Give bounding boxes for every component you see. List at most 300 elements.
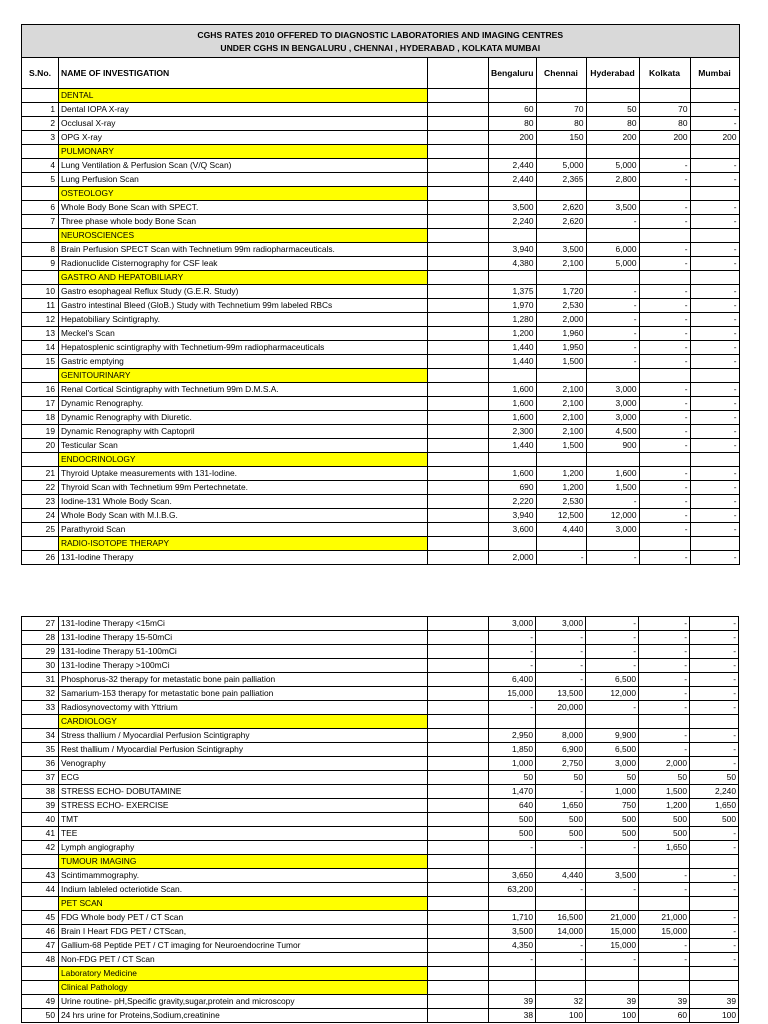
sno-cell: 1 [22,103,59,117]
table-row [22,467,740,481]
sno-cell: 34 [22,729,59,743]
table-row [22,509,740,523]
blank-cell [428,1009,489,1023]
rate-mumbai: - [690,481,739,495]
sno-cell [22,369,59,383]
rate-chennai: 100 [536,1009,586,1023]
blank-cell [428,939,489,953]
rate-chennai: 13,500 [536,687,586,701]
rate-kolkata: 39 [639,995,690,1009]
rate-hyderabad: 750 [586,799,639,813]
rate-kolkata: 1,200 [639,799,690,813]
rate-hyderabad: 50 [586,771,639,785]
investigation-name: Samarium-153 therapy for metastatic bone pain palliation [59,687,428,701]
rate-cell [690,145,739,159]
sno-cell: 28 [22,631,59,645]
sno-cell: 9 [22,257,59,271]
blank-cell [428,103,489,117]
header-hyderabad: Hyderabad [586,58,639,89]
rate-chennai: - [536,551,586,565]
investigation-name: STRESS ECHO- DOBUTAMINE [59,785,428,799]
rate-hyderabad: 100 [586,1009,639,1023]
sno-cell [22,967,59,981]
blank-cell [428,537,489,551]
blank-cell [428,645,489,659]
sno-cell: 15 [22,355,59,369]
sno-cell: 2 [22,117,59,131]
investigation-name: Dynamic Renography. [59,397,428,411]
rate-kolkata: - [639,425,690,439]
blank-cell [428,117,489,131]
rate-hyderabad: 1,600 [586,467,639,481]
rate-kolkata: - [639,617,690,631]
rate-chennai: 500 [536,813,586,827]
rate-bengaluru: 1,600 [489,397,537,411]
investigation-name: ECG [59,771,428,785]
sno-cell: 39 [22,799,59,813]
rate-cell [489,89,537,103]
rate-kolkata: - [639,673,690,687]
sno-cell [22,229,59,243]
rate-kolkata: - [639,411,690,425]
table-row [22,313,740,327]
blank-cell [428,841,489,855]
investigation-name: Urine routine- pH,Specific gravity,sugar,protein and microscopy [59,995,428,1009]
sno-cell: 32 [22,687,59,701]
header-row [22,58,740,89]
rate-hyderabad: - [586,841,639,855]
blank-cell [428,729,489,743]
rate-cell [586,981,639,995]
rate-bengaluru: 50 [489,771,536,785]
sno-cell: 33 [22,701,59,715]
rate-mumbai: - [690,925,739,939]
sno-cell: 48 [22,953,59,967]
rate-bengaluru: 1,440 [489,355,537,369]
table-row [22,257,740,271]
blank-cell [428,383,489,397]
blank-cell [428,215,489,229]
rate-bengaluru: 200 [489,131,537,145]
investigation-name: Lymph angiography [59,841,428,855]
rate-hyderabad: 50 [586,103,639,117]
rate-kolkata: 500 [639,813,690,827]
blank-cell [428,229,489,243]
sno-cell: 13 [22,327,59,341]
rate-kolkata: - [639,299,690,313]
table-row [22,841,739,855]
rate-kolkata: - [639,439,690,453]
rate-mumbai: - [690,383,739,397]
rate-hyderabad: 3,000 [586,757,639,771]
rate-kolkata: - [639,729,690,743]
rate-bengaluru: - [489,645,536,659]
rate-kolkata: - [639,953,690,967]
sno-cell: 25 [22,523,59,537]
rate-hyderabad: 12,000 [586,509,639,523]
blank-cell [428,953,489,967]
rate-chennai: 3,500 [536,243,586,257]
rate-cell [586,715,639,729]
rate-hyderabad: 12,000 [586,687,639,701]
rate-bengaluru: 6,400 [489,673,536,687]
rate-mumbai: 1,650 [690,799,739,813]
rate-cell [690,897,739,911]
rate-hyderabad: - [586,285,639,299]
sno-cell: 12 [22,313,59,327]
rate-cell [639,145,690,159]
table-row [22,645,739,659]
header-sno: S.No. [22,58,59,89]
sno-cell: 7 [22,215,59,229]
table-row [22,411,740,425]
sno-cell: 20 [22,439,59,453]
header-bengaluru: Bengaluru [489,58,537,89]
rate-mumbai: 500 [690,813,739,827]
rate-hyderabad: 3,500 [586,201,639,215]
blank-cell [428,271,489,285]
rate-mumbai: - [690,673,739,687]
rate-hyderabad: 2,800 [586,173,639,187]
blank-cell [428,495,489,509]
rate-cell [586,145,639,159]
sno-cell: 49 [22,995,59,1009]
rate-kolkata: - [639,341,690,355]
rate-bengaluru: - [489,841,536,855]
rate-hyderabad: 6,500 [586,743,639,757]
investigation-name: Whole Body Bone Scan with SPECT. [59,201,428,215]
table-row [22,687,739,701]
category-row [22,89,740,103]
rate-mumbai: - [690,467,739,481]
table-row [22,757,739,771]
table-row [22,911,739,925]
sno-cell: 35 [22,743,59,757]
rate-bengaluru: 2,300 [489,425,537,439]
rate-bengaluru: 3,600 [489,523,537,537]
table-row [22,631,739,645]
sno-cell: 43 [22,869,59,883]
rate-mumbai: - [690,439,739,453]
table-row [22,827,739,841]
blank-cell [428,145,489,159]
header-blank [428,58,489,89]
rate-hyderabad: - [586,299,639,313]
sno-cell: 24 [22,509,59,523]
rate-hyderabad: 200 [586,131,639,145]
investigation-name: Radionuclide Cisternography for CSF leak [59,257,428,271]
blank-cell [428,551,489,565]
blank-cell [428,855,489,869]
blank-cell [428,369,489,383]
sno-cell: 44 [22,883,59,897]
investigation-name: Phosphorus-32 therapy for metastatic bone pain palliation [59,673,428,687]
rate-mumbai: - [690,645,739,659]
table-row [22,785,739,799]
rate-bengaluru: - [489,701,536,715]
sno-cell: 27 [22,617,59,631]
rate-kolkata: - [639,631,690,645]
title-line-1: CGHS RATES 2010 OFFERED TO DIAGNOSTIC LABORATORIES AND IMAGING CENTRES [197,30,564,40]
table-row [22,103,740,117]
rate-cell [690,981,739,995]
rate-bengaluru: 2,440 [489,173,537,187]
rate-cell [586,89,639,103]
rate-mumbai: - [690,617,739,631]
rate-bengaluru: 1,440 [489,439,537,453]
blank-cell [428,341,489,355]
rate-cell [536,187,586,201]
investigation-name: Thyroid Uptake measurements with 131-Iodine. [59,467,428,481]
investigation-name: STRESS ECHO- EXERCISE [59,799,428,813]
rate-bengaluru: 1,600 [489,467,537,481]
blank-cell [428,827,489,841]
rate-mumbai: 100 [690,1009,739,1023]
blank-cell [428,715,489,729]
investigation-name: Gastric emptying [59,355,428,369]
rate-cell [536,855,586,869]
rate-hyderabad: 3,000 [586,397,639,411]
sno-cell: 8 [22,243,59,257]
rate-mumbai: - [690,285,739,299]
rate-cell [690,967,739,981]
sno-cell: 26 [22,551,59,565]
investigation-name: 131-Iodine Therapy <15mCi [59,617,428,631]
sno-cell [22,897,59,911]
rate-hyderabad: 21,000 [586,911,639,925]
blank-cell [428,299,489,313]
rate-hyderabad: 500 [586,813,639,827]
rate-cell [586,187,639,201]
rate-hyderabad: - [586,659,639,673]
rate-chennai: 6,900 [536,743,586,757]
rate-kolkata: - [639,645,690,659]
rate-kolkata: - [639,215,690,229]
rate-mumbai: - [690,159,739,173]
investigation-name: Lung Perfusion Scan [59,173,428,187]
sno-cell [22,537,59,551]
rate-hyderabad: 5,000 [586,257,639,271]
investigation-name: Venography [59,757,428,771]
investigation-name: 24 hrs urine for Proteins,Sodium,creatinine [59,1009,428,1023]
table-row [22,285,740,299]
rate-cell [690,453,739,467]
rate-bengaluru: 38 [489,1009,536,1023]
table-row [22,995,739,1009]
rate-mumbai: - [690,743,739,757]
investigation-name: TMT [59,813,428,827]
rate-mumbai: - [690,201,739,215]
rate-bengaluru: 2,440 [489,159,537,173]
rate-chennai: 1,720 [536,285,586,299]
table-row [22,659,739,673]
sno-cell: 14 [22,341,59,355]
rate-bengaluru: 1,375 [489,285,537,299]
investigation-name: Parathyroid Scan [59,523,428,537]
sno-cell: 17 [22,397,59,411]
rate-bengaluru: 1,200 [489,327,537,341]
rate-cell [639,369,690,383]
investigation-name: Dental IOPA X-ray [59,103,428,117]
rate-hyderabad: - [586,701,639,715]
rate-chennai: 1,500 [536,355,586,369]
blank-cell [428,771,489,785]
rate-mumbai: - [690,911,739,925]
blank-cell [428,967,489,981]
rate-kolkata: 200 [639,131,690,145]
blank-cell [428,523,489,537]
category-label: OSTEOLOGY [59,187,428,201]
rate-bengaluru: 1,710 [489,911,536,925]
blank-cell [428,131,489,145]
rate-kolkata: 500 [639,827,690,841]
rate-cell [536,981,586,995]
rate-kolkata: - [639,939,690,953]
rate-cell [690,537,739,551]
rate-chennai: 50 [536,771,586,785]
table-row [22,201,740,215]
rate-kolkata: - [639,523,690,537]
category-label: PULMONARY [59,145,428,159]
rate-cell [690,715,739,729]
rate-kolkata: - [639,467,690,481]
rate-cell [639,967,690,981]
investigation-name: Renal Cortical Scintigraphy with Technetium 99m D.M.S.A. [59,383,428,397]
rate-hyderabad: 80 [586,117,639,131]
rate-cell [639,89,690,103]
sno-cell: 29 [22,645,59,659]
sno-cell: 4 [22,159,59,173]
rate-bengaluru: 60 [489,103,537,117]
rate-cell [690,89,739,103]
rate-chennai: - [536,631,586,645]
investigation-name: Gallium-68 Peptide PET / CT imaging for Neuroendocrine Tumor [59,939,428,953]
rate-bengaluru: 1,470 [489,785,536,799]
rate-hyderabad: - [586,883,639,897]
rate-chennai: 32 [536,995,586,1009]
rate-hyderabad: 39 [586,995,639,1009]
rate-cell [639,229,690,243]
investigation-name: Rest thallium / Myocardial Perfusion Scintigraphy [59,743,428,757]
rate-hyderabad: 15,000 [586,925,639,939]
rate-kolkata: - [639,313,690,327]
rate-chennai: 500 [536,827,586,841]
rate-kolkata: - [639,159,690,173]
sno-cell [22,89,59,103]
category-row [22,537,740,551]
rate-mumbai: - [690,659,739,673]
category-row [22,145,740,159]
sno-cell: 21 [22,467,59,481]
rate-kolkata: - [639,883,690,897]
rate-cell [690,229,739,243]
sno-cell [22,453,59,467]
blank-cell [428,701,489,715]
investigation-name: Whole Body Scan with M.I.B.G. [59,509,428,523]
rate-cell [586,967,639,981]
table-row [22,397,740,411]
rate-mumbai: - [690,631,739,645]
rate-kolkata: - [639,285,690,299]
rate-cell [586,271,639,285]
rate-chennai: 2,100 [536,425,586,439]
investigation-name: Radiosynovectomy with Yttrium [59,701,428,715]
rate-kolkata: 1,650 [639,841,690,855]
category-row [22,271,740,285]
table-row [22,425,740,439]
rate-kolkata: - [639,173,690,187]
rate-cell [489,715,536,729]
table-row [22,439,740,453]
rate-bengaluru: 39 [489,995,536,1009]
rate-bengaluru: 640 [489,799,536,813]
rate-cell [489,967,536,981]
sno-cell [22,855,59,869]
rate-cell [586,897,639,911]
investigation-name: Three phase whole body Bone Scan [59,215,428,229]
blank-cell [428,397,489,411]
rates-table-bottom [21,616,739,1023]
rate-mumbai: - [690,299,739,313]
header-mumbai: Mumbai [690,58,739,89]
sno-cell: 18 [22,411,59,425]
rate-hyderabad: 6,000 [586,243,639,257]
rate-hyderabad: 900 [586,439,639,453]
sno-cell: 45 [22,911,59,925]
rate-kolkata: - [639,701,690,715]
sno-cell: 19 [22,425,59,439]
blank-cell [428,327,489,341]
rate-chennai: 16,500 [536,911,586,925]
sno-cell [22,715,59,729]
rate-hyderabad: - [586,215,639,229]
blank-cell [428,995,489,1009]
rate-chennai: 2,620 [536,201,586,215]
rate-kolkata: - [639,659,690,673]
rates-table-top [21,24,740,565]
sno-cell: 22 [22,481,59,495]
rate-mumbai: - [690,841,739,855]
rate-cell [536,229,586,243]
rate-cell [489,537,537,551]
table-row [22,243,740,257]
sno-cell: 23 [22,495,59,509]
table-row [22,729,739,743]
sno-cell: 46 [22,925,59,939]
category-label: ENDOCRINOLOGY [59,453,428,467]
rate-chennai: 1,650 [536,799,586,813]
rate-kolkata: - [639,397,690,411]
blank-cell [428,883,489,897]
rate-bengaluru: 1,850 [489,743,536,757]
blank-cell [428,897,489,911]
rate-bengaluru: 1,000 [489,757,536,771]
sno-cell: 36 [22,757,59,771]
blank-cell [428,631,489,645]
rate-kolkata: - [639,495,690,509]
category-label: Laboratory Medicine [59,967,428,981]
category-row [22,229,740,243]
blank-cell [428,687,489,701]
rate-chennai: - [536,785,586,799]
table-row [22,131,740,145]
rate-cell [639,981,690,995]
rate-bengaluru: 4,350 [489,939,536,953]
sno-cell [22,981,59,995]
rate-bengaluru: 3,000 [489,617,536,631]
rate-kolkata: - [639,743,690,757]
rate-chennai: 1,200 [536,481,586,495]
